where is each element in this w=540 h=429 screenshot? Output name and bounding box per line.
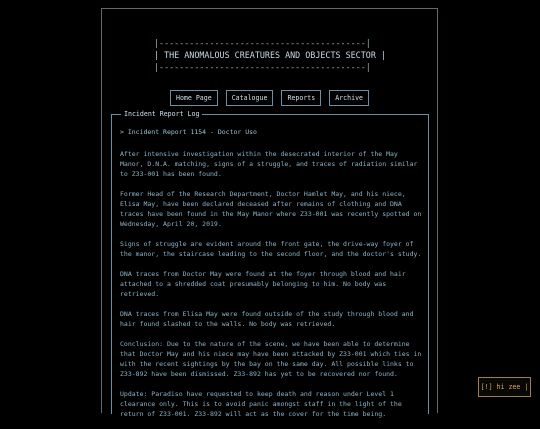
banner-border-bottom: |-----------------------------------------|	[154, 62, 371, 72]
site-title: | THE ANOMALOUS CREATURES AND OBJECTS SECTOR |	[154, 50, 386, 60]
incident-report-panel	[111, 110, 429, 418]
report-paragraph: Signs of struggle are evident around the front gate, the drive-way foyer of the manor, the staircase leading to the second floor, and the doctor's study.	[120, 240, 422, 258]
report-content	[120, 127, 422, 429]
panel-legend: Incident Report Log	[121, 110, 202, 119]
nav-archive-button[interactable]: Archive	[329, 90, 369, 106]
notice-toggle-button[interactable]: [!] hi zee |	[478, 377, 531, 397]
report-paragraph: Conclusion: Due to the nature of the scene, we have been able to determine that Doctor May and his niece may have been attacked by Z33-001 which ties in with the recent sightings by the bay on the same day. All possible links to Z33-892 have been dismissed. Z33-892 has yet to be recovered nor found.	[120, 340, 422, 378]
nav-reports-button[interactable]: Reports	[281, 90, 321, 106]
site-banner	[154, 37, 394, 73]
report-paragraph: DNA traces from Elisa May were found outside of the study through blood and hair found slashed to the walls. No body was retrieved.	[120, 310, 414, 328]
report-heading: > Incident Report 1154 - Doctor Uso	[120, 128, 257, 136]
report-paragraph: Update: Paradiso have requested to keep death and reason under Level 1 clearance only. This is to avoid panic amongst staff in the light of the return of Z33-001. Z33-892 will act as the cover for the time being.	[120, 390, 402, 418]
nav-catalogue-button[interactable]: Catalogue	[226, 90, 274, 106]
report-paragraph: After intensive investigation within the desecrated interior of the May Manor, D.N.A. matching, signs of a struggle, and traces of radiation similar to Z33-001 has been found.	[120, 150, 418, 178]
report-paragraph: Former Head of the Research Department, Doctor Hamlet May, and his niece, Elisa May, have been declared deceased after remains of clothing and DNA traces have been found in the May Manor where Z33-001 was recently spotted on Wednesday, April 20, 2019.	[120, 190, 422, 228]
nav-home-page-button[interactable]: Home Page	[170, 90, 218, 106]
main-frame	[101, 8, 438, 418]
banner-border-top: |-----------------------------------------|	[154, 38, 371, 48]
report-paragraph: DNA traces from Doctor May were found at the foyer through blood and hair attached to a shredded coat presumably belonging to him. No body was retrieved.	[120, 270, 406, 298]
main-nav	[102, 90, 437, 106]
